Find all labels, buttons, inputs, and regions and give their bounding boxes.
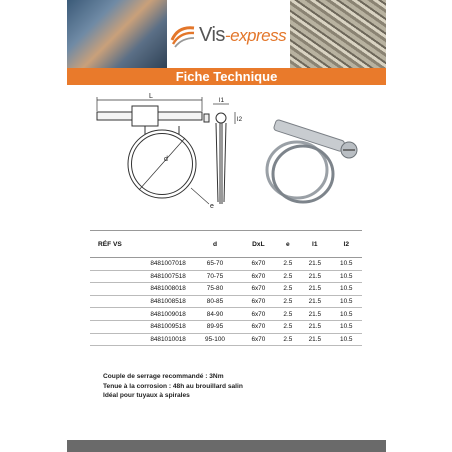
cell-dxl: 6x70 — [240, 258, 277, 271]
table-row — [90, 258, 362, 271]
dim-label-thickness: e — [210, 203, 214, 210]
cell-dxl: 6x70 — [240, 333, 277, 346]
cell-l1: 21.5 — [299, 295, 330, 308]
cell-d: 95-100 — [190, 333, 240, 346]
cell-e: 2.5 — [277, 258, 299, 271]
technical-sheet-page — [67, 0, 386, 452]
cell-ref: 8481008518 — [90, 295, 190, 308]
cell-l1: 21.5 — [299, 320, 330, 333]
column-header-ref: RÉF VS — [90, 231, 190, 258]
table-row — [90, 333, 362, 346]
cell-dxl: 6x70 — [240, 295, 277, 308]
cell-ref: 8481009518 — [90, 320, 190, 333]
column-header-d: d — [190, 231, 240, 258]
cell-l2: 10.5 — [331, 308, 362, 321]
cell-l2: 10.5 — [331, 333, 362, 346]
cell-ref: 8481008018 — [90, 283, 190, 296]
table-row — [90, 283, 362, 296]
brand-name-main: Vis — [199, 23, 225, 46]
table-row — [90, 295, 362, 308]
cell-l2: 10.5 — [331, 295, 362, 308]
cell-l1: 21.5 — [299, 270, 330, 283]
cell-dxl: 6x70 — [240, 270, 277, 283]
header-banner — [67, 0, 386, 68]
note-torque: Couple de serrage recommandé : 3Nm — [103, 373, 224, 380]
cell-ref: 8481007018 — [90, 258, 190, 271]
cell-l1: 21.5 — [299, 283, 330, 296]
cell-d: 84-90 — [190, 308, 240, 321]
cell-ref: 8481007518 — [90, 270, 190, 283]
column-header-l2: l2 — [331, 231, 362, 258]
cell-l2: 10.5 — [331, 283, 362, 296]
brand-name-sub: -express — [224, 25, 287, 45]
cell-l1: 21.5 — [299, 333, 330, 346]
cell-d: 70-75 — [190, 270, 240, 283]
table-row — [90, 270, 362, 283]
brand-logo — [170, 20, 286, 50]
product-notes — [103, 372, 243, 401]
tools-photo — [67, 0, 167, 68]
dim-label-l1: l1 — [219, 97, 225, 104]
cell-l2: 10.5 — [331, 320, 362, 333]
cell-dxl: 6x70 — [240, 283, 277, 296]
cell-dxl: 6x70 — [240, 320, 277, 333]
cell-e: 2.5 — [277, 333, 299, 346]
cell-d: 65-70 — [190, 258, 240, 271]
note-corrosion: Tenue à la corrosion : 48h au brouillard salin — [103, 382, 243, 390]
cell-l1: 21.5 — [299, 308, 330, 321]
cell-e: 2.5 — [277, 283, 299, 296]
dim-label-length: L — [149, 93, 153, 100]
cell-ref: 8481009018 — [90, 308, 190, 321]
cell-e: 2.5 — [277, 270, 299, 283]
cell-d: 80-85 — [190, 295, 240, 308]
cell-d: 89-95 — [190, 320, 240, 333]
page-title: Fiche Technique — [67, 68, 386, 85]
cell-d: 75-80 — [190, 283, 240, 296]
cell-e: 2.5 — [277, 295, 299, 308]
footer-bar — [67, 440, 386, 452]
column-header-dxl: DxL — [240, 231, 277, 258]
cell-ref: 8481010018 — [90, 333, 190, 346]
cell-l2: 10.5 — [331, 258, 362, 271]
cell-e: 2.5 — [277, 320, 299, 333]
dim-label-l2: l2 — [237, 116, 243, 123]
table-row — [90, 308, 362, 321]
clamp-technical-drawing — [87, 92, 367, 220]
specifications-table — [90, 230, 362, 346]
logo-swoosh-icon — [170, 22, 196, 48]
table-row — [90, 320, 362, 333]
column-header-e: e — [277, 231, 299, 258]
note-usage: Idéal pour tuyaux à spirales — [103, 392, 190, 399]
screws-photo — [290, 0, 386, 68]
dim-label-diameter: d — [164, 156, 168, 163]
column-header-l1: l1 — [299, 231, 330, 258]
table-header-row — [90, 231, 362, 258]
cell-l1: 21.5 — [299, 258, 330, 271]
brand-name — [199, 24, 286, 47]
cell-l2: 10.5 — [331, 270, 362, 283]
clamp-product-photo — [267, 119, 357, 202]
cell-dxl: 6x70 — [240, 308, 277, 321]
cell-e: 2.5 — [277, 308, 299, 321]
